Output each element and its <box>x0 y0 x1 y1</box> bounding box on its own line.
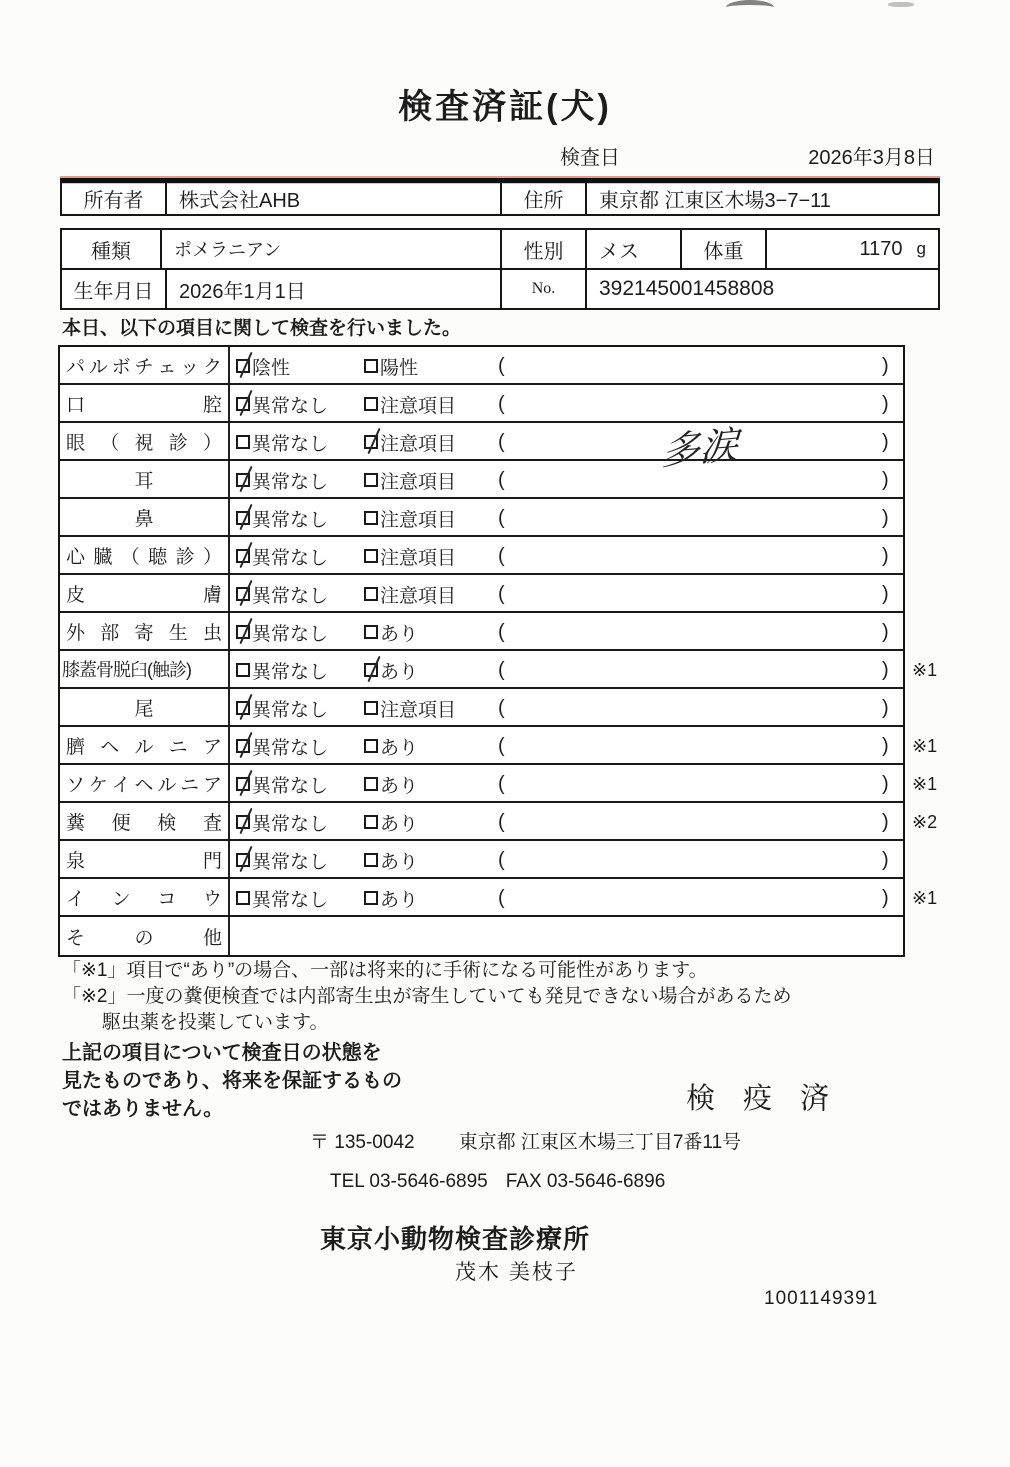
weight-value: 1170 <box>859 237 903 260</box>
weight-label: 体重 <box>682 230 767 268</box>
scan-artifact <box>726 0 774 15</box>
exam-item-label: 眼 （ 視 診 ） <box>60 423 230 459</box>
checkbox-checked[interactable] <box>236 625 250 639</box>
checkbox-unchecked[interactable] <box>364 473 378 487</box>
paren-close: ) <box>882 734 889 757</box>
quarantine-stamp: 検 疫 済 <box>686 1083 840 1115</box>
checkbox-checked[interactable] <box>236 815 250 829</box>
exam-row <box>60 917 903 955</box>
paren-open: ( <box>498 620 505 643</box>
breed-label: 種類 <box>62 230 162 268</box>
paren-open: ( <box>498 506 505 529</box>
exam-row <box>60 575 903 613</box>
paren-close: ) <box>882 506 889 529</box>
checkbox-checked[interactable] <box>236 853 250 867</box>
option-label: 陰性 <box>252 357 291 379</box>
note-line: 「※2」一度の糞便検査では内部寄生虫が寄生していても発見できない場合があるため <box>62 986 792 1007</box>
disclaimer-text <box>62 1039 402 1123</box>
checkbox-unchecked[interactable] <box>364 891 378 905</box>
option-label: 注意項目 <box>380 471 457 493</box>
owner-value: 株式会社AHB <box>167 183 502 214</box>
paren-open: ( <box>498 392 505 415</box>
weight-unit: g <box>916 239 926 258</box>
pet-table <box>60 228 940 310</box>
birth-label: 生年月日 <box>62 270 167 308</box>
exam-row <box>60 879 938 917</box>
exam-item-label: 皮 膚 <box>60 575 230 611</box>
checkbox-unchecked[interactable] <box>236 891 250 905</box>
note-mark: ※1 <box>912 659 938 680</box>
paren-close: ) <box>882 354 889 377</box>
checkbox-checked[interactable] <box>236 587 250 601</box>
footnotes <box>62 958 792 1036</box>
paren-close: ) <box>882 658 889 681</box>
paren-open: ( <box>498 772 505 795</box>
option-label: あり <box>380 623 419 645</box>
paren-close: ) <box>882 430 889 453</box>
note-mark: ※1 <box>912 773 938 794</box>
exam-row <box>60 803 938 841</box>
exam-row <box>60 499 903 537</box>
option-label: 異常なし <box>252 737 329 759</box>
exam-row <box>60 537 903 575</box>
checkbox-unchecked[interactable] <box>364 625 378 639</box>
checkbox-unchecked[interactable] <box>364 359 378 373</box>
checkbox-unchecked[interactable] <box>364 397 378 411</box>
checkbox-checked[interactable] <box>236 701 250 715</box>
exam-item-label: 鼻 <box>60 499 230 535</box>
paren-close: ) <box>882 886 889 909</box>
option-label: 異常なし <box>252 547 329 569</box>
option-label: 異常なし <box>252 395 329 417</box>
clinic-name: 東京小動物検査診療所 <box>320 1224 591 1254</box>
paren-close: ) <box>882 392 889 415</box>
exam-item-label: 耳 <box>60 461 230 497</box>
handwritten-note: 多涙 <box>660 424 739 474</box>
disclaimer-line: ではありません。 <box>62 1098 224 1120</box>
sex-label: 性別 <box>502 230 587 268</box>
option-label: あり <box>380 775 419 797</box>
breed-value: ポメラニアン <box>162 230 502 268</box>
option-label: 注意項目 <box>380 395 457 417</box>
owner-label: 所有者 <box>62 183 167 214</box>
paren-close: ) <box>882 468 889 491</box>
intro-text: 本日、以下の項目に関して検査を行いました。 <box>62 318 462 339</box>
address-label: 住所 <box>502 183 587 214</box>
tel-number: TEL 03-5646-6895 <box>330 1171 488 1192</box>
scan-artifact <box>888 2 914 7</box>
exam-row <box>60 613 903 651</box>
option-label: 注意項目 <box>380 547 457 569</box>
checkbox-unchecked[interactable] <box>364 701 378 715</box>
option-label: 注意項目 <box>380 585 457 607</box>
option-label: あり <box>380 737 419 759</box>
note-mark: ※1 <box>912 735 938 756</box>
checkbox-checked[interactable] <box>364 435 378 449</box>
exam-item-label: イ ン コ ウ <box>60 879 230 915</box>
paren-close: ) <box>882 582 889 605</box>
checkbox-unchecked[interactable] <box>236 663 250 677</box>
paren-open: ( <box>498 430 505 453</box>
exam-table <box>58 345 938 957</box>
exam-item-label: 口 腔 <box>60 385 230 421</box>
paren-open: ( <box>498 582 505 605</box>
option-label: 異常なし <box>252 889 329 911</box>
exam-row <box>60 727 938 765</box>
checkbox-checked[interactable] <box>236 739 250 753</box>
option-label: 異常なし <box>252 699 329 721</box>
exam-row <box>60 423 903 474</box>
paren-open: ( <box>498 658 505 681</box>
option-label: あり <box>380 661 419 683</box>
paren-close: ) <box>882 848 889 871</box>
option-label: 注意項目 <box>380 509 457 531</box>
note-mark: ※2 <box>912 811 938 832</box>
option-label: 異常なし <box>252 585 329 607</box>
checkbox-unchecked[interactable] <box>364 549 378 563</box>
exam-date-label: 検査日 <box>560 147 620 169</box>
option-label: 異常なし <box>252 471 329 493</box>
checkbox-unchecked[interactable] <box>364 587 378 601</box>
exam-row <box>60 841 903 879</box>
clinic-address-line <box>310 1127 741 1154</box>
option-label: あり <box>380 889 419 911</box>
option-label: 異常なし <box>252 813 329 835</box>
checkbox-checked[interactable] <box>236 549 250 563</box>
exam-date-value: 2026年3月8日 <box>808 147 935 169</box>
exam-item-label: 臍 ヘ ル ニ ア <box>60 727 230 763</box>
checkbox-checked[interactable] <box>236 397 250 411</box>
option-label: 注意項目 <box>380 433 457 455</box>
paren-close: ) <box>882 772 889 795</box>
exam-item-label: 尾 <box>60 689 230 725</box>
exam-item-label: 糞 便 検 査 <box>60 803 230 839</box>
exam-row <box>60 461 903 499</box>
disclaimer-line: 見たものであり、将来を保証するもの <box>62 1070 402 1092</box>
note-line: 「※1」項目で“あり”の場合、一部は将来的に手術になる可能性があります。 <box>62 960 708 981</box>
checkbox-unchecked[interactable] <box>364 815 378 829</box>
paren-close: ) <box>882 620 889 643</box>
exam-item-label: 膝蓋骨脱臼(触診) <box>60 651 230 687</box>
paren-open: ( <box>498 734 505 757</box>
checkbox-unchecked[interactable] <box>364 777 378 791</box>
paren-open: ( <box>498 848 505 871</box>
option-label: あり <box>380 813 419 835</box>
note-mark: ※1 <box>912 887 938 908</box>
paren-close: ) <box>882 544 889 567</box>
serial-number: 1001149391 <box>764 1288 879 1309</box>
exam-row <box>60 765 938 803</box>
option-label: 異常なし <box>252 775 329 797</box>
exam-item-label: 泉 門 <box>60 841 230 877</box>
checkbox-checked[interactable] <box>236 777 250 791</box>
paren-open: ( <box>498 354 505 377</box>
exam-item-label: 外 部 寄 生 虫 <box>60 613 230 649</box>
paren-close: ) <box>882 810 889 833</box>
no-value: 392145001458808 <box>599 277 775 300</box>
fax-number: FAX 03-5646-6896 <box>505 1171 666 1192</box>
checkbox-checked[interactable] <box>236 359 250 373</box>
exam-item-label: 心 臓 （ 聴 診 ） <box>60 537 230 573</box>
address-value: 東京都 江東区木場3−7−11 <box>599 190 831 212</box>
disclaimer-line: 上記の項目について検査日の状態を <box>62 1042 382 1064</box>
checkbox-checked[interactable] <box>236 473 250 487</box>
paren-open: ( <box>498 696 505 719</box>
postal-code: 〒 135-0042 <box>310 1132 415 1153</box>
exam-row <box>60 651 938 689</box>
paren-close: ) <box>882 696 889 719</box>
paren-open: ( <box>498 544 505 567</box>
option-label: 異常なし <box>252 623 329 645</box>
note-line: 駆虫薬を投薬しています。 <box>102 1012 329 1033</box>
checkbox-checked[interactable] <box>236 511 250 525</box>
option-label: 異常なし <box>252 433 329 455</box>
exam-item-label: そ の 他 <box>60 917 230 955</box>
option-label: あり <box>380 851 419 873</box>
paren-open: ( <box>498 810 505 833</box>
checkbox-checked[interactable] <box>364 663 378 677</box>
owner-table <box>60 178 940 216</box>
exam-item-label: ソ ケ イ ヘ ル ニ ア <box>60 765 230 801</box>
checkbox-unchecked[interactable] <box>236 435 250 449</box>
option-label: 異常なし <box>252 509 329 531</box>
option-label: 陽性 <box>380 357 419 379</box>
exam-row <box>60 689 903 727</box>
tel-fax-line <box>330 1171 665 1193</box>
exam-item-label: パ ル ボ チ ェ ッ ク <box>60 347 230 383</box>
clinic-address: 東京都 江東区木場三丁目7番11号 <box>458 1132 742 1153</box>
sex-value: メス <box>587 230 682 268</box>
no-label: No. <box>502 270 587 308</box>
checkbox-unchecked[interactable] <box>364 511 378 525</box>
birth-value: 2026年1月1日 <box>167 270 502 308</box>
exam-row <box>60 347 903 385</box>
checkbox-unchecked[interactable] <box>364 739 378 753</box>
checkbox-unchecked[interactable] <box>364 853 378 867</box>
paren-open: ( <box>498 468 505 491</box>
veterinarian-name: 茂木 美枝子 <box>455 1261 578 1284</box>
paren-open: ( <box>498 886 505 909</box>
option-label: 異常なし <box>252 851 329 873</box>
option-label: 異常なし <box>252 661 329 683</box>
page-title: 検査済証(犬) <box>398 88 612 126</box>
option-label: 注意項目 <box>380 699 457 721</box>
